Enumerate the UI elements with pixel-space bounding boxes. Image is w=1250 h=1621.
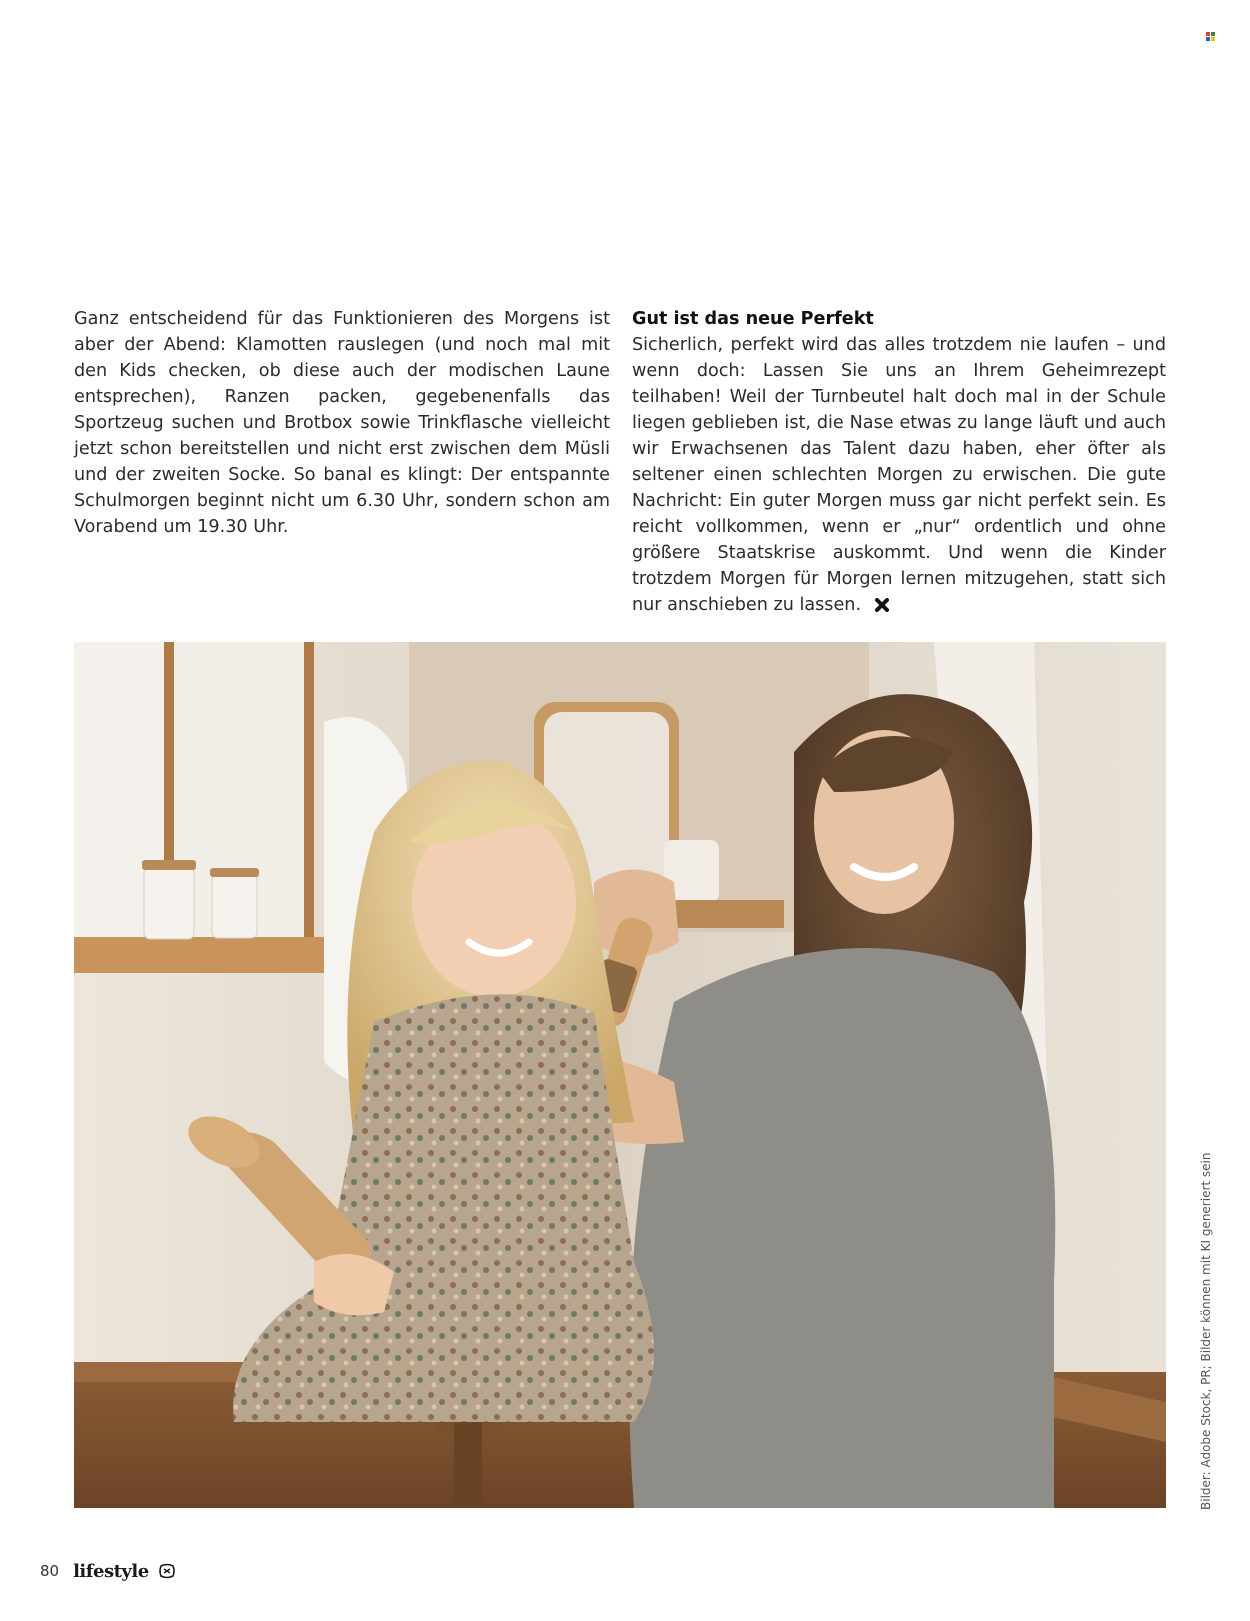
lifestyle-logo-icon: [159, 1563, 175, 1579]
article-paragraph-left: Ganz entscheidend für das Funktionieren des Morgens ist aber der Abend: Klamotten rauslegen (und noch mal mit den Kids checken, ob diese auch der modischen Laune entsprechen), Ranzen packen, gegebenenfalls das Sportzeug suchen und Brotbox sowie Trinkflasche vielleicht jetzt schon bereitstellen und nicht erst zwischen dem Müsli und der zweiten Socke. So banal es klingt: Der entspannte Schulmorgen beginnt nicht um 6.30 Uhr, sondern schon am Vorabend um 19.30 Uhr.: [74, 309, 610, 537]
article-left-column: [74, 306, 610, 540]
article-subhead: Gut ist das neue Perfekt: [632, 309, 874, 329]
article-photo: [74, 642, 1166, 1508]
page-footer: [40, 1558, 175, 1584]
article-paragraph-right: [632, 332, 1166, 620]
magazine-name: lifestyle: [73, 1560, 149, 1582]
article-paragraph-right-text: Sicherlich, perfekt wird das alles trotzdem nie laufen – und wenn doch: Lassen Sie uns an Ihrem Geheimrezept teilhaben! Weil der Turnbeutel halt doch mal in der Schule liegen geblieben ist, die Nase etwas zu lange läuft und auch wir Erwachsenen das Talent dazu haben, eher öfter als seltener einen schlechten Morgen zu erwischen. Die gute Nachricht: Ein guter Morgen muss gar nicht perfekt sein. Es reicht vollkommen, wenn er „nur“ ordentlich und ohne größere Staatskrise auskommt. Und wenn die Kinder trotzdem Morgen für Morgen lernen mitzugehen, statt sich nur anschieben zu lassen.: [632, 335, 1166, 615]
page-number: 80: [40, 1562, 60, 1580]
color-registration-mark: [1206, 32, 1215, 41]
photo-credit: Bilder: Adobe Stock, PR; Bilder können mit KI generiert sein: [1199, 1152, 1213, 1510]
end-of-article-icon: [875, 594, 889, 620]
article-right-column: [632, 306, 1166, 620]
